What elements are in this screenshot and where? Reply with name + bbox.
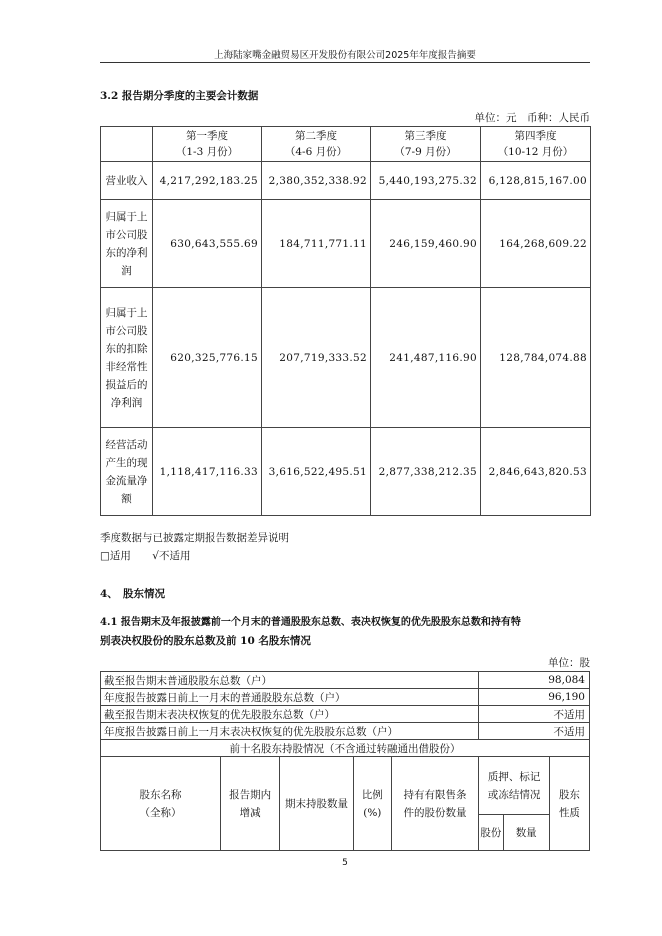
table-cell: 1,118,417,116.33: [153, 428, 262, 516]
table-cell: 5,440,193,275.32: [371, 162, 481, 200]
table-row: [101, 200, 591, 288]
quarter-header: 第四季度 （10-12 月份）: [481, 127, 591, 162]
table-cell: 2,877,338,212.35: [371, 428, 481, 516]
quarter-header-row: [101, 127, 591, 162]
table-row: [101, 706, 590, 723]
summary-label: 截至报告期末普通股股东总数（户）: [101, 672, 479, 689]
corner-cell: [101, 127, 153, 162]
section-4-1-heading: 4.1 报告期末及年报披露前一个月末的普通股股东总数、表决权恢复的优先股股东总数和持有特 别表决权股份的股东总数及前 10 名股东情况: [100, 617, 521, 647]
table-cell: 630,643,555.69: [153, 200, 262, 288]
summary-label: 年度报告披露日前上一月末表决权恢复的优先股股东总数（户）: [101, 723, 479, 740]
row-label: 营业收入: [101, 162, 153, 200]
header-name: 股东名称 （全称）: [101, 757, 221, 851]
table-cell: 184,711,771.11: [262, 200, 371, 288]
summary-label: 截至报告期末表决权恢复的优先股股东总数（户）: [101, 706, 479, 723]
table-cell: 6,128,815,167.00: [481, 162, 591, 200]
table-row: [101, 740, 590, 757]
table-cell: 3,616,522,495.51: [262, 428, 371, 516]
diff-note: 季度数据与已披露定期报告数据差异说明: [100, 532, 289, 544]
summary-value: 不适用: [479, 723, 590, 740]
table-row: [101, 162, 591, 200]
table-cell: 620,325,776.15: [153, 288, 262, 428]
row-label: 经营活动产生的现金流量净额: [101, 428, 153, 516]
header-nature: 股东性质: [549, 757, 589, 851]
table-row: [101, 428, 591, 516]
table-cell: 2,846,643,820.53: [481, 428, 591, 516]
quarter-header: 第二季度 （4-6 月份）: [262, 127, 371, 162]
header-pledge: 质押、标记或冻结情况: [479, 757, 550, 815]
row-label: 归属于上市公司股东的扣除非经常性损益后的净利润: [101, 288, 153, 428]
summary-value: 不适用: [479, 706, 590, 723]
running-header: 上海陆家嘴金融贸易区开发股份有限公司2025年年度报告摘要: [214, 50, 476, 61]
header-restricted: 持有有限售条件的股份数量: [391, 757, 479, 851]
shareholder-table: [100, 671, 590, 851]
table-row: [101, 723, 590, 740]
header-ratio: 比例(%): [353, 757, 391, 851]
header-change: 报告期内增减: [221, 757, 280, 851]
option-applicable: □适用: [100, 550, 131, 562]
option-not-applicable: √不适用: [152, 550, 191, 562]
table-cell: 207,719,333.52: [262, 288, 371, 428]
page-number: 5: [342, 858, 348, 868]
summary-label: 年度报告披露日前上一月末的普通股股东总数（户）: [101, 689, 479, 706]
table-cell: 128,784,074.88: [481, 288, 591, 428]
table-cell: 2,380,352,338.92: [262, 162, 371, 200]
quarterly-data-table: [100, 126, 591, 516]
quarter-header: 第三季度 （7-9 月份）: [371, 127, 481, 162]
applicability-options: [100, 548, 190, 563]
header-holding: 期末持股数量: [280, 757, 354, 851]
table-cell: 4,217,292,183.25: [153, 162, 262, 200]
table-row: [101, 672, 590, 689]
section-4-1-unit: 单位：股: [548, 657, 590, 669]
column-header-row: [101, 757, 590, 815]
summary-value: 98,084: [479, 672, 590, 689]
summary-value: 96,190: [479, 689, 590, 706]
header-rule: [100, 62, 590, 63]
table-cell: 246,159,460.90: [371, 200, 481, 288]
header-pledge-status: 股份: [479, 815, 503, 851]
header-pledge-qty: 数量: [503, 815, 549, 851]
table-cell: 164,268,609.22: [481, 200, 591, 288]
section-4-heading: 4、 股东情况: [100, 588, 166, 600]
section-3-2-unit: 单位：元 币种：人民币: [474, 112, 590, 124]
table-row: [101, 689, 590, 706]
table-cell: 241,487,116.90: [371, 288, 481, 428]
top10-title: 前十名股东持股情况（不含通过转融通出借股份）: [101, 740, 590, 757]
section-3-2-heading: 3.2 报告期分季度的主要会计数据: [100, 90, 259, 102]
quarter-header: 第一季度 （1-3 月份）: [153, 127, 262, 162]
row-label: 归属于上市公司股东的净利润: [101, 200, 153, 288]
table-row: [101, 288, 591, 428]
